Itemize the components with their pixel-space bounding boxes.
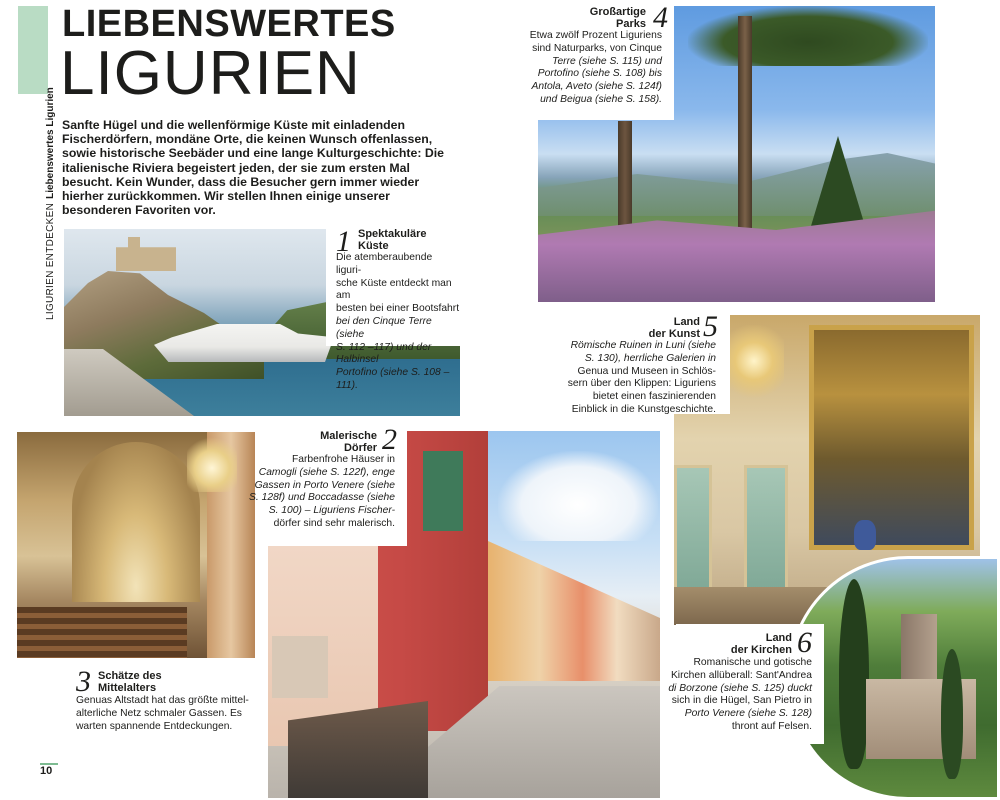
intro-paragraph: Sanfte Hügel und die wellenförmige Küste mit einladenden Fischerdörfern, mondäne Orte, die keinen Wunsch offenlassen, sowie historische Seebäder und eine lange Kulturgeschichte: Die italienische Riviera begeistert jeden, der sie zum ersten Mal besucht. Kein Wunder, dass die Besucher gern immer wieder hierher zurückkommen. Wir stellen Ihnen einige unserer besonderen Favoriten vor. xyxy=(62,118,444,218)
entry-body-1: Die atemberaubende liguri- sche Küste entdeckt man am besten bei einer Bootsfahrt bei den Cinque Terre (siehe S. 112 –117) und der Halbinsel Portofino (siehe S. 108 –111). xyxy=(336,252,460,391)
entry-box-5 xyxy=(567,308,730,415)
entry-heading-2: Malerische Dörfer xyxy=(320,430,377,454)
entry-number-1: 1 xyxy=(336,225,351,258)
entry-heading-3: Schätze des Mittelalters xyxy=(98,670,162,694)
page-number: 10 xyxy=(40,765,53,777)
entry-box-6 xyxy=(668,624,824,744)
entry-box-4 xyxy=(528,0,674,120)
entry-body-3: Genuas Altstadt hat das größte mittel- alterliche Netz schmaler Gassen. Es warten spannende Entdeckungen. xyxy=(76,695,249,732)
entry-box-2 xyxy=(249,422,407,546)
entry-heading-6: Land der Kirchen xyxy=(730,632,792,656)
entry-body-2: Farbenfrohe Häuser in Camogli (siehe S. 122f), enge Gassen in Porto Venere (siehe S. 128f) und Boccadasse (siehe S. 100) – Liguriens Fischer- dörfer sind sehr malerisch. xyxy=(249,454,395,529)
entry-number-3: 3 xyxy=(76,665,91,698)
entry-number-2: 2 xyxy=(382,423,397,456)
entry-heading-4: Großartige Parks xyxy=(589,6,646,30)
entry-body-4: Etwa zwölf Prozent Liguriens sind Naturparks, von Cinque Terre (siehe S. 115) und Portofino (siehe S. 108) bis Antola, Aveto (siehe S. 124f) und Beigua (siehe S. 158). xyxy=(529,30,662,105)
entry-box-3 xyxy=(70,660,268,738)
entry-number-6: 6 xyxy=(797,626,812,659)
entry-body-5: Römische Ruinen in Luni (siehe S. 130), herrliche Galerien in Genua und Museen in Schlös- sern über den Klippen: Liguriens bietet einen faszinierenden Einblick in die Kunstgeschichte. xyxy=(567,340,716,415)
page-title-line2: LIGURIEN xyxy=(60,39,361,108)
photo-church-interior xyxy=(17,432,255,658)
entry-number-4: 4 xyxy=(653,1,668,34)
side-label-prefix: LIGURIEN ENTDECKEN xyxy=(45,202,56,320)
entry-box-1 xyxy=(326,222,460,391)
entry-heading-1: Spektakuläre Küste xyxy=(358,228,427,252)
entry-heading-5: Land der Kunst xyxy=(648,316,700,340)
entry-body-6: Romanische und gotische Kirchen allüberall: Sant'Andrea di Borzone (siehe S. 125) duckt sich in die Hügel, San Pietro in Porto Venere (siehe S. 128) thront auf Felsen. xyxy=(668,657,812,732)
title-accent-bar xyxy=(18,6,48,94)
side-label-section: Liebenswertes Ligurien xyxy=(45,87,56,199)
page-title-line1: LIEBENSWERTES xyxy=(62,3,396,45)
entry-number-5: 5 xyxy=(703,310,718,343)
